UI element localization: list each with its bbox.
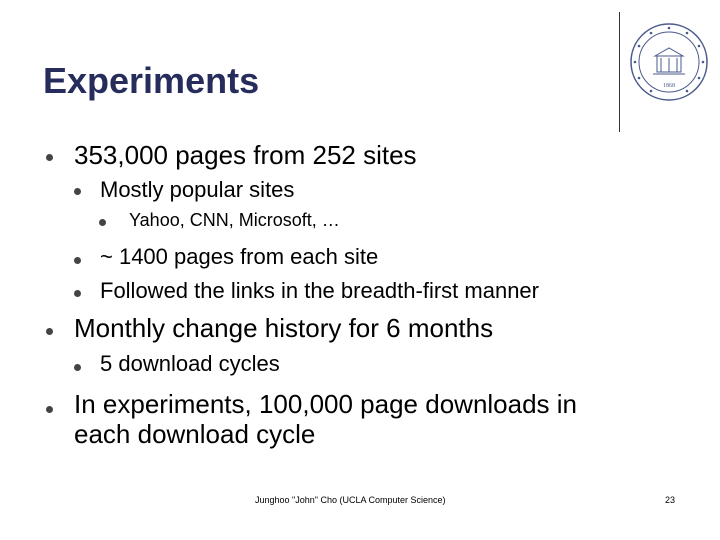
bullet-dot (46, 328, 53, 335)
bullet-pages: 353,000 pages from 252 sites (74, 140, 417, 170)
bullet-dot (74, 188, 81, 195)
seal-year: 1868 (663, 83, 675, 89)
bullet-breadth-first: Followed the links in the breadth-first manner (100, 278, 539, 303)
slide-title: Experiments (43, 60, 260, 101)
bullet-change-history: Monthly change history for 6 months (74, 313, 494, 343)
bullet-dot (46, 154, 53, 161)
bullet-dot (74, 364, 81, 371)
bullet-site-examples: Yahoo, CNN, Microsoft, … (129, 210, 340, 230)
bullet-download-cycles: 5 download cycles (100, 351, 280, 376)
bullet-dot (74, 257, 81, 264)
bullet-page-downloads: In experiments, 100,000 page downloads in (74, 389, 578, 419)
page-number: 23 (665, 495, 676, 505)
bullet-popular-sites: Mostly popular sites (100, 177, 295, 202)
bullet-dot (74, 290, 81, 297)
ucla-seal-logo (627, 16, 711, 108)
footer-author: Junghoo "John" Cho (UCLA Computer Science) (255, 495, 446, 505)
bullet-pages-per-site: ~ 1400 pages from each site (100, 244, 379, 269)
header-divider (619, 12, 620, 132)
bullet-page-downloads-cont: each download cycle (74, 419, 316, 449)
bullet-dot (99, 219, 106, 226)
bullet-dot (46, 406, 53, 413)
